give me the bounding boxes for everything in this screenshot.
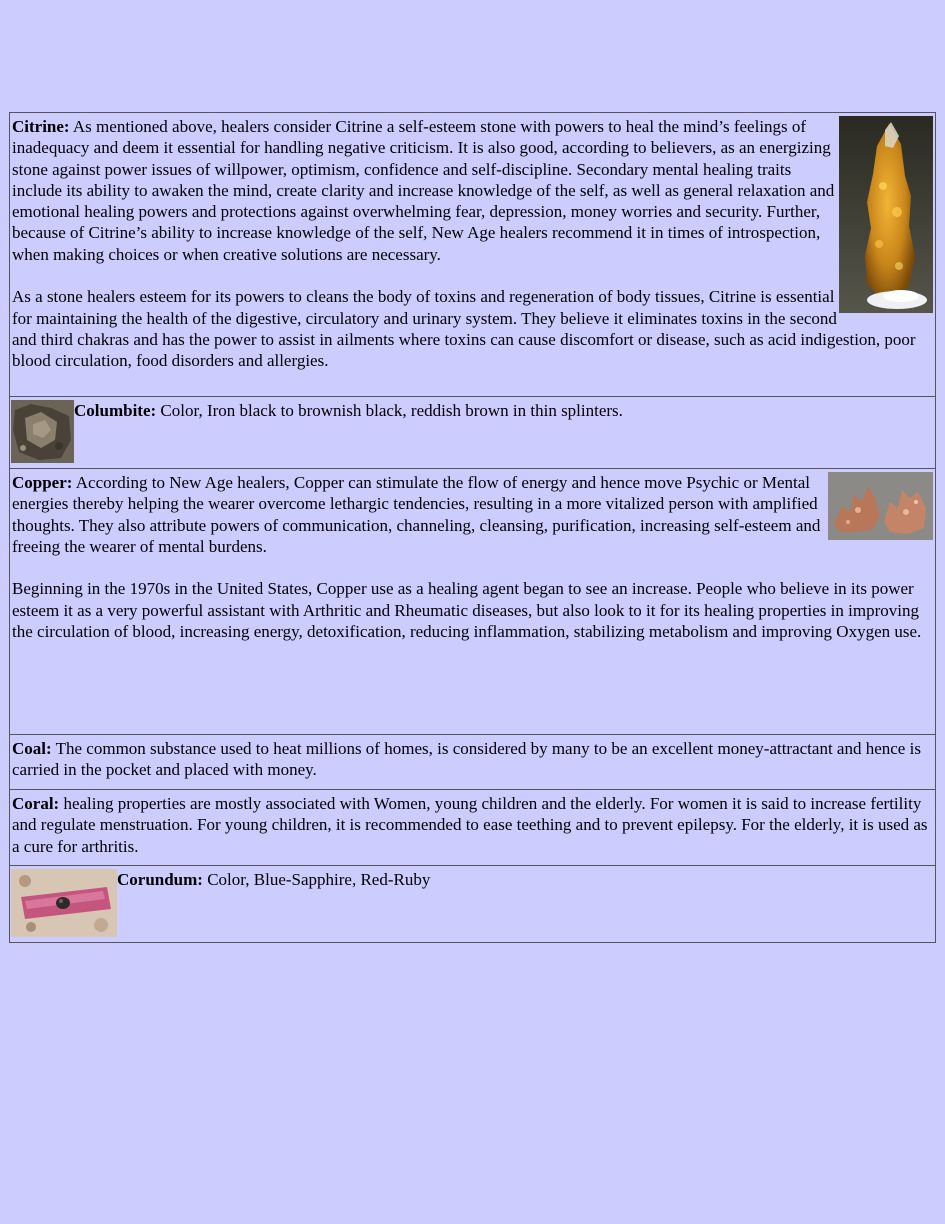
entry-text: The common substance used to heat millions of homes, is considered by many to be an excellent money-attractant and hence is carried in the pocket and placed with money. (12, 739, 921, 780)
entry-text: healing properties are mostly associated with Women, young children and the elderly. For women it is said to increase fertility and regulate menstruation. For young children, it is recommended to ease teething and to prevent epilepsy. For the elderly, it is used as a cure for arthritis. (12, 794, 928, 856)
entry-text: As mentioned above, healers consider Citrine a self-esteem stone with powers to heal the mind’s feelings of inadequacy and deem it essential for handling negative criticism. It is also good, according to believers, as an energizing stone against power issues of willpower, optimism, confidence and self-discipline. Secondary mental healing traits include its ability to awaken the mind, create clarity and increase knowledge of the self, as well as general relaxation and emotional healing powers and protections against overwhelming fear, depression, money worries and security. Further, because of Citrine’s ability to increase knowledge of the self, New Age healers recommend it in times of introspection, when making choices or when creative solutions are necessary. (12, 117, 835, 264)
entry-name: Columbite: (74, 401, 157, 420)
native-copper-photo (828, 472, 933, 540)
entry-copper (10, 469, 935, 735)
entry-text: As a stone healers esteem for its powers to cleans the body of toxins and regeneration of body tissues, Citrine is essential for maintaining the health of the digestive, circulatory and urinary system. They believe it eliminates toxins in the second and third chakras and has the power to assist in ailments where toxins can cause discomfort or disease, such as acid indigestion, poor blood circulation, food disorders and allergies. (12, 287, 916, 371)
entry-name: Corundum: (117, 870, 203, 889)
entry-text: According to New Age healers, Copper can stimulate the flow of energy and hence move Psychic or Mental energies thereby helping the wearer overcome lethargic tendencies, resulting in a more vitalized person with amplified thoughts. They also attribute powers of communication, channeling, cleansing, purification, increasing self-esteem and freeing the wearer of mental burdens. (12, 473, 821, 556)
citrine-crystal-photo (839, 116, 933, 313)
entry-columbite (10, 397, 935, 469)
entry-text: Beginning in the 1970s in the United States, Copper use as a healing agent began to see an increase. People who believe in its power esteem it as a very powerful assistant with Arthritic and Rheumatic diseases, but also look to it for its healing properties in improving the circulation of blood, increasing energy, detoxification, reducing inflammation, stabilizing metabolism and improving Oxygen use. (12, 579, 922, 642)
entry-name: Citrine: (12, 117, 70, 136)
entry-text: Color, Iron black to brownish black, reddish brown in thin splinters. (156, 401, 623, 420)
entry-name: Coal: (12, 739, 52, 758)
entry-corundum (10, 866, 935, 942)
entry-coral (10, 790, 935, 866)
ruby-corundum-photo (11, 869, 117, 937)
entry-citrine (10, 113, 935, 397)
gemstone-table (9, 112, 936, 943)
columbite-mineral-photo (11, 400, 74, 463)
entry-name: Coral: (12, 794, 60, 813)
entry-text: Color, Blue-Sapphire, Red-Ruby (202, 870, 431, 889)
entry-coal (10, 735, 935, 790)
entry-name: Copper: (12, 473, 73, 492)
